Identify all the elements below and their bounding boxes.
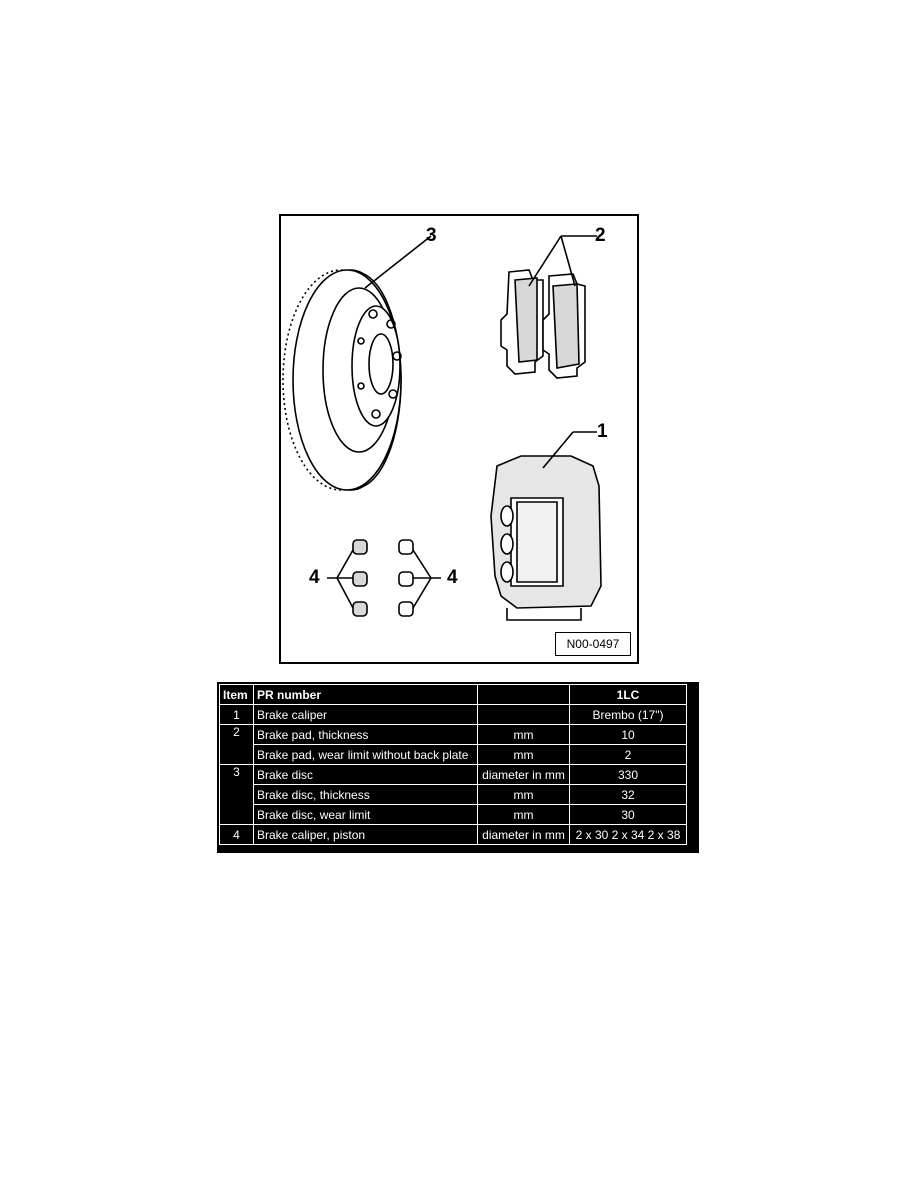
table-row <box>220 745 687 765</box>
header-pr-number: PR number <box>254 685 478 705</box>
row-value: 2 <box>570 745 687 765</box>
spec-table-container <box>217 682 699 853</box>
callout-pads: 2 <box>595 225 606 246</box>
row-value: 30 <box>570 805 687 825</box>
brake-components-illustration <box>281 216 637 662</box>
row-name: Brake caliper <box>254 705 478 725</box>
pistons-left-drawing <box>327 540 367 616</box>
row-value: 10 <box>570 725 687 745</box>
row-name: Brake disc, wear limit <box>254 805 478 825</box>
row-name: Brake caliper, piston <box>254 825 478 845</box>
spec-table <box>219 684 687 845</box>
row-item: 1 <box>220 705 254 725</box>
brake-pads-drawing <box>501 236 597 378</box>
row-name: Brake disc, thickness <box>254 785 478 805</box>
row-item: 4 <box>220 825 254 845</box>
row-item: 2 <box>220 725 254 765</box>
row-name: Brake disc <box>254 765 478 785</box>
table-row <box>220 825 687 845</box>
table-row <box>220 725 687 745</box>
table-header-row <box>220 685 687 705</box>
row-unit <box>478 705 570 725</box>
exploded-view-figure <box>279 214 639 664</box>
row-name: Brake pad, wear limit without back plate <box>254 745 478 765</box>
row-unit: mm <box>478 805 570 825</box>
row-unit: diameter in mm <box>478 825 570 845</box>
callout-caliper: 1 <box>597 421 608 442</box>
brake-caliper-drawing <box>491 432 601 620</box>
table-row <box>220 705 687 725</box>
row-unit: mm <box>478 785 570 805</box>
figure-code-label: N00-0497 <box>555 632 631 656</box>
callout-piston-left: 4 <box>309 567 320 588</box>
row-value: 32 <box>570 785 687 805</box>
callout-disc: 3 <box>426 225 437 246</box>
callout-piston-right: 4 <box>447 567 458 588</box>
row-item: 3 <box>220 765 254 825</box>
row-value: Brembo (17") <box>570 705 687 725</box>
row-value: 2 x 30 2 x 34 2 x 38 <box>570 825 687 845</box>
pistons-right-drawing <box>399 540 441 616</box>
row-name: Brake pad, thickness <box>254 725 478 745</box>
table-row <box>220 785 687 805</box>
row-value: 330 <box>570 765 687 785</box>
row-unit: mm <box>478 725 570 745</box>
row-unit: mm <box>478 745 570 765</box>
row-unit: diameter in mm <box>478 765 570 785</box>
header-unit <box>478 685 570 705</box>
header-item: Item <box>220 685 254 705</box>
brake-disc-drawing <box>283 236 431 490</box>
table-row <box>220 765 687 785</box>
header-1lc: 1LC <box>570 685 687 705</box>
table-row <box>220 805 687 825</box>
